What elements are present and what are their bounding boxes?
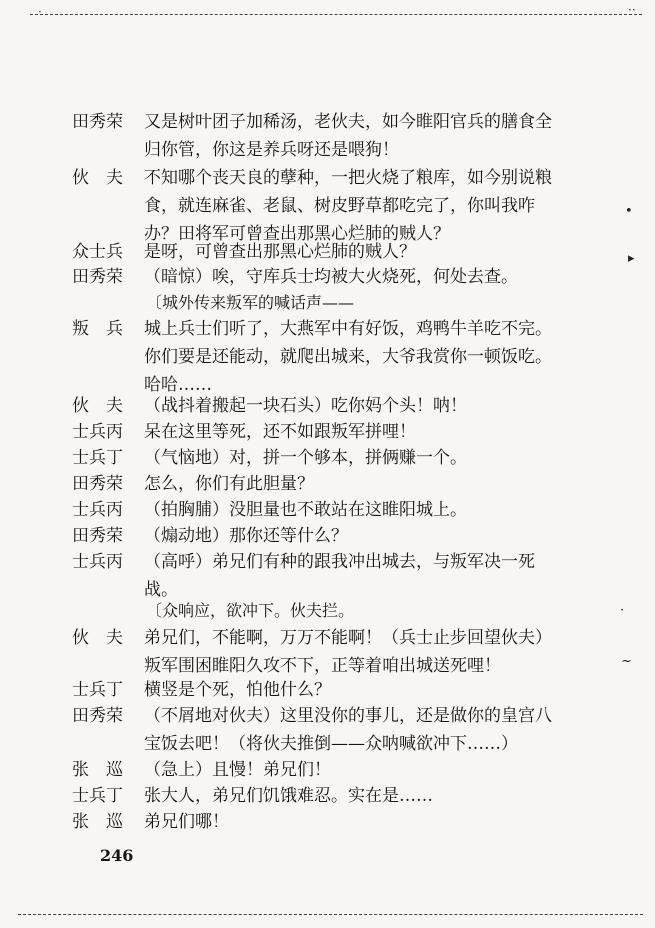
top-left-mark: ‧ — [38, 5, 42, 19]
stage-direction: 〔众响应，欲冲下。伙夫拦。 — [146, 601, 355, 620]
speaker-name: 士兵丁 — [72, 448, 123, 468]
speaker-name: 士兵丁 — [72, 786, 123, 806]
speaker-name: 张 巡 — [72, 760, 123, 780]
speaker-name: 士兵丙 — [72, 422, 123, 442]
speaker-name: 伙 夫 — [72, 628, 123, 648]
dialogue-text: 不知哪个丧天良的孽种，一把火烧了粮库，如今别说粮 食，就连麻雀、老鼠、树皮野草都吃完了，你叫我咋 办？田将军可曾查出那黑心烂肺的贼人？ — [144, 168, 552, 244]
dialogue-text: （不屑地对伙夫）这里没你的事儿，还是做你的皇宫八 宝饭去吧！（将伙夫推倒——众呐喊欲冲下……） — [144, 706, 552, 754]
dialogue-text: 呆在这里等死，还不如跟叛军拼哩！ — [144, 422, 416, 442]
top-right-mark: ·· — [628, 3, 636, 17]
dialogue-text: 横竖是个死，怕他什么？ — [144, 680, 331, 700]
dialogue-text: 怎么，你们有此胆量？ — [144, 474, 314, 494]
stage-direction: 〔城外传来叛军的喊话声—— — [146, 293, 355, 312]
dialogue-text: 又是树叶团子加稀汤，老伙夫，如今睢阳官兵的膳食全 归你管，你这是养兵呀还是喂狗！ — [144, 112, 552, 160]
dialogue-text: 弟兄们哪！ — [144, 812, 229, 832]
dialogue-text: （拍胸脯）没胆量也不敢站在这睢阳城上。 — [144, 500, 467, 520]
margin-tick: · — [620, 603, 625, 618]
speaker-name: 田秀荣 — [72, 526, 123, 546]
margin-arrow: ▸ — [628, 251, 635, 266]
speaker-name: 士兵丙 — [72, 552, 123, 572]
bottom-scan-edge — [18, 914, 643, 915]
speaker-name: 田秀荣 — [72, 112, 123, 132]
speaker-name: 士兵丁 — [72, 680, 123, 700]
page-number: 246 — [100, 846, 134, 865]
dialogue-text: 弟兄们，不能啊，万万不能啊！（兵士止步回望伙夫） 叛军围困睢阳久攻不下，正等着咱出城送死哩！ — [144, 628, 552, 676]
speaker-name: 伙 夫 — [72, 396, 123, 416]
dialogue-text: （暗惊）唉，守库兵士均被大火烧死，何处去查。 — [144, 267, 518, 287]
speaker-name: 张 巡 — [72, 812, 123, 832]
dialogue-text: （高呼）弟兄们有种的跟我冲出城去，与叛军决一死 战。 — [144, 552, 535, 600]
dialogue-text: 是呀，可曾查出那黑心烂肺的贼人？ — [144, 242, 416, 262]
speaker-name: 伙 夫 — [72, 168, 123, 188]
dialogue-text: （急上）且慢！弟兄们！ — [144, 760, 331, 780]
speaker-name: 众士兵 — [72, 242, 123, 262]
dialogue-text: 城上兵士们听了，大燕军中有好饭，鸡鸭牛羊吃不完。 你们要是还能动，就爬出城来，大爷我赏你一顿饭吃。 哈哈…… — [144, 319, 552, 395]
margin-tilde: ~ — [621, 654, 632, 669]
speaker-name: 田秀荣 — [72, 474, 123, 494]
margin-dot: • — [625, 204, 633, 219]
dialogue-text: （煽动地）那你还等什么？ — [144, 526, 348, 546]
dialogue-text: （战抖着搬起一块石头）吃你妈个头！呐！ — [144, 396, 467, 416]
top-scan-edge — [30, 14, 642, 15]
dialogue-text: （气恼地）对，拼一个够本，拼俩赚一个。 — [144, 448, 467, 468]
speaker-name: 田秀荣 — [72, 267, 123, 287]
speaker-name: 叛 兵 — [72, 319, 123, 339]
dialogue-text: 张大人，弟兄们饥饿难忍。实在是…… — [144, 786, 433, 806]
speaker-name: 士兵丙 — [72, 500, 123, 520]
speaker-name: 田秀荣 — [72, 706, 123, 726]
